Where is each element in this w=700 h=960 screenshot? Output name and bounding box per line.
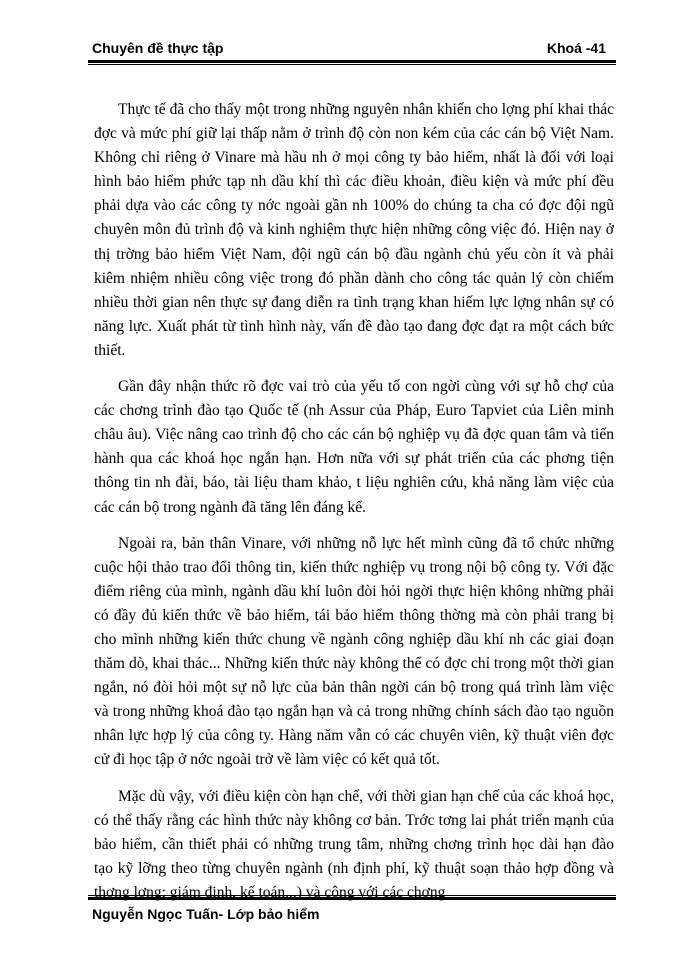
page-header <box>88 40 616 62</box>
paragraph: Thực tế đã cho thấy một trong những nguyên nhân khiến cho lợng phí khai thác đợc và mức phí giữ lại thấp nằm ở trình độ còn non kém của các cán bộ Việt Nam. Không chỉ riêng ở Vinare mà hầu nh ở mọi công ty bảo hiểm, nhất là đối với loại hình bảo hiểm phức tạp nh dầu khí thì các điều khoản, điều kiện và mức phí đều phải dựa vào các công ty nớc ngoài gần nh 100% do chúng ta cha có đợc đội ngũ chuyên môn đủ trình độ và kinh nghiệm thực hiện những công việc đó. Hiện nay ở thị trờng bảo hiểm Việt Nam, đội ngũ cán bộ đầu ngành chủ yếu còn ít và phải kiêm nhiệm nhiều công việc trong đó phần dành cho công tác quản lý còn chiếm nhiều thời gian nên thực sự đang diễn ra tình trạng khan hiếm lực lợng nhân sự có năng lực. Xuất phát từ tình hình này, vấn đề đào tạo đang đợc đạt ra một cách bức thiết. <box>94 101 614 359</box>
paragraph: Ngoài ra, bản thân Vinare, với những nỗ lực hết mình cũng đã tổ chức những cuộc hội thảo trao đổi thông tin, kiến thức nghiệp vụ trong nội bộ công ty. Với đặc điểm riêng của mình, ngành dầu khí luôn đòi hỏi ngời thực hiện không những phải có đầy đủ kiến thức về bảo hiểm, tái bảo hiểm thông thờng mà còn phải trang bị cho mình những kiến thức chung về ngành công nghiệp dầu khí nh các giai đoạn thăm dò, khai thác... Những kiến thức này không thể có đợc chỉ trong một thời gian ngắn, nó đòi hỏi một sự nỗ lực của bản thân ngời cán bộ trong quá trình làm việc và trong những khoá đào tạo ngắn hạn và cả trong những chính sách đào tạo nguồn nhân lực hợp lý của công ty. Hàng năm vẫn có các chuyên viên, kỹ thuật viên đợc cử đi học tập ở nớc ngoài trở về làm việc có kết quả tốt. <box>94 534 614 769</box>
footer-rule <box>88 895 616 900</box>
paragraph: Mặc dù vậy, với điều kiện còn hạn chế, với thời gian hạn chế của các khoá học, có thể thấy rằng các hình thức này không cơ bản. Trớc tơng lai phát triển mạnh của bảo hiểm, cần thiết phải có những trung tâm, những chơng trình học dài hạn đào tạo kỹ lỡng theo từng chuyên ngành (nh định phí, kỹ thuật soạn thảo hợp đồng và thơng lợng; giám định, kế toán...) và cộng với các chơng <box>94 787 614 901</box>
header-rule <box>88 60 616 65</box>
header-course: Khoá -41 <box>546 40 606 56</box>
header-title: Chuyên đề thực tập <box>92 40 224 56</box>
page-footer: Nguyễn Ngọc Tuấn- Lớp bảo hiểm <box>92 906 320 922</box>
document-body <box>94 98 614 917</box>
paragraph: Gần đây nhận thức rõ đợc vai trò của yếu tố con ngời cùng với sự hỗ chợ của các chơng trình đào tạo Quốc tế (nh Assur của Pháp, Euro Tapviet của Liên minh châu âu). Việc nâng cao trình độ cho các cán bộ nghiệp vụ đã đợc quan tâm và tiến hành qua các khoá học ngắn hạn. Hơn nữa với sự phát triển của các phơng tiện thông tin nh đài, báo, tài liệu tham khảo, t liệu nghiên cứu, khả năng làm việc của các cán bộ trong ngành đã tăng lên đáng kể. <box>94 378 614 516</box>
